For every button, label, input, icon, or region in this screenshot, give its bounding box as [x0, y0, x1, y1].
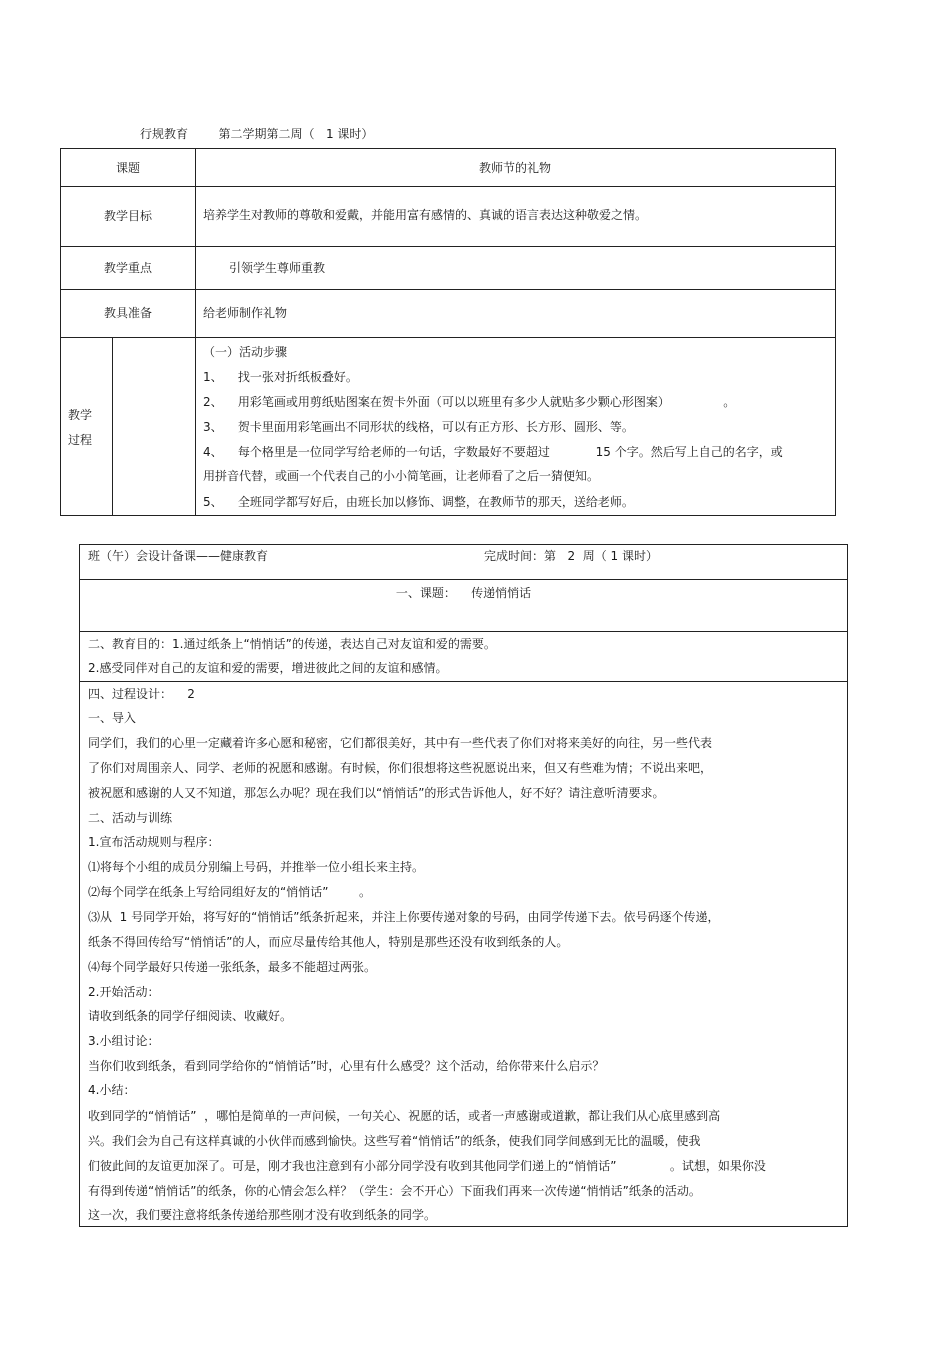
tools-value: 给老师制作礼物	[203, 306, 288, 320]
column-divider	[112, 337, 113, 515]
step-item: 3、 贺卡里面用彩笔画出不同形状的线格，可以有正方形、长方形、圆形、等。	[203, 420, 634, 434]
body-line: 了你们对周围亲人、同学、老师的祝愿和感谢。有时候，你们很想将这些祝愿说出来，但又有些难为情；不说出来吧，	[88, 761, 713, 775]
row-divider	[80, 579, 847, 580]
body-line: 这一次，我们要注意将纸条传递给那些刚才没有收到纸条的同学。	[88, 1208, 437, 1222]
row-divider	[61, 246, 835, 247]
class-meeting-plan-table	[79, 544, 848, 1227]
body-line: 当你们收到纸条，看到同学给你的“悄悄话”时，心里有什么感受？这个活动，给你带来什么启示？	[88, 1059, 605, 1073]
process-label-line2: 过程	[68, 433, 93, 447]
plan-header-right: 完成时间：第 2 周（ 1 课时）	[484, 549, 658, 563]
step-item: 4、 每个格里是一位同学写给老师的一句话，字数最好不要超过 15 个字。然后写上自己的名字，或	[203, 445, 783, 459]
tools-label: 教具准备	[103, 306, 152, 320]
body-line: 们彼此间的友谊更加深了。可是，刚才我也注意到有小部分同学没有收到其他同学们递上的“悄悄话” 。试想，如果你没	[88, 1159, 766, 1173]
step-item: 2、 用彩笔画或用剪纸贴图案在贺卡外面（可以以班里有多少人就贴多少颗心形图案） 。	[203, 395, 736, 409]
step-heading: （一）活动步骤	[203, 345, 288, 359]
body-line: 收到同学的“悄悄话” ，哪怕是简单的一声问候，一句关心、祝愿的话，或者一声感谢或道歉，都让我们从心底里感到高	[88, 1109, 721, 1123]
subsection-heading: 3.小组讨论：	[88, 1034, 160, 1048]
section-heading: 四、过程设计： 2	[88, 687, 195, 701]
row-divider	[61, 337, 835, 338]
column-divider	[195, 149, 196, 515]
lesson-topic: 一、课题： 传递悄悄话	[395, 586, 532, 600]
row-divider	[61, 186, 835, 187]
step-item-continued: 用拼音代替，或画一个代表自己的小小简笔画，让老师看了之后一猜便知。	[203, 469, 600, 483]
step-item: 1、 找一张对折纸板叠好。	[203, 370, 358, 384]
body-line: 被祝愿和感谢的人又不知道，那怎么办呢？现在我们以“悄悄话”的形式告诉他人，好不好？请注意听清要求。	[88, 786, 665, 800]
row-divider	[80, 631, 847, 632]
section-heading: 二、活动与训练	[88, 811, 173, 825]
plan-header-left: 班（午）会设计备课——健康教育	[88, 549, 269, 563]
body-line: 兴。我们会为自己有这样真诚的小伙伴而感到愉快。这些写着“悄悄话”的纸条，使我们同学间感到无比的温暖，使我	[88, 1134, 701, 1148]
body-line: ⑷每个同学最好只传递一张纸条，最多不能超过两张。	[88, 960, 377, 974]
row-divider	[61, 289, 835, 290]
body-line: ⑶从 1 号同学开始，将写好的“悄悄话”纸条折起来，并注上你要传递对象的号码，由同学传递下去。依号码逐个传递，	[88, 910, 720, 924]
section-heading: 一、导入	[88, 711, 137, 725]
subsection-heading: 1.宣布活动规则与程序：	[88, 835, 220, 849]
step-item: 5、 全班同学都写好后，由班长加以修饰、调整，在教师节的那天，送给老师。	[203, 495, 634, 509]
row-divider	[80, 681, 847, 682]
body-line: ⑵每个同学在纸条上写给同组好友的“悄悄话” 。	[88, 885, 371, 899]
goal-value: 培养学生对教师的尊敬和爱戴，并能用富有感情的、真诚的语言表达这种敬爱之情。	[203, 208, 648, 222]
topic-value: 教师节的礼物	[478, 161, 551, 175]
purpose-line: 2.感受同伴对自己的友谊和爱的需要，增进彼此之间的友谊和感情。	[88, 661, 448, 675]
focus-label: 教学重点	[103, 261, 152, 275]
goal-label: 教学目标	[103, 209, 152, 223]
lesson-plan-table	[60, 148, 836, 516]
subsection-heading: 4.小结：	[88, 1083, 136, 1097]
body-line: 纸条不得回传给写“悄悄话”的人，而应尽量传给其他人，特别是那些还没有收到纸条的人。	[88, 935, 569, 949]
body-line: 请收到纸条的同学仔细阅读、收藏好。	[88, 1009, 293, 1023]
topic-label: 课题	[115, 161, 140, 175]
subsection-heading: 2.开始活动：	[88, 985, 160, 999]
process-label-line1: 教学	[68, 408, 93, 422]
body-line: 有得到传递“悄悄话”的纸条，你的心情会怎么样？（学生：会不开心）下面我们再来一次传递“悄悄话”纸条的活动。	[88, 1184, 701, 1198]
body-line: 同学们，我们的心里一定藏着许多心愿和秘密，它们都很美好，其中有一些代表了你们对将来美好的向往，另一些代表	[88, 736, 713, 750]
lesson-header: 行规教育 第二学期第二周（ 1 课时）	[140, 127, 374, 141]
focus-value: 引领学生尊师重教	[229, 261, 326, 275]
body-line: ⑴将每个小组的成员分别编上号码，并推举一位小组长来主持。	[88, 860, 425, 874]
purpose-line: 二、教育目的：1.通过纸条上“悄悄话”的传递，表达自己对友谊和爱的需要。	[88, 637, 496, 651]
